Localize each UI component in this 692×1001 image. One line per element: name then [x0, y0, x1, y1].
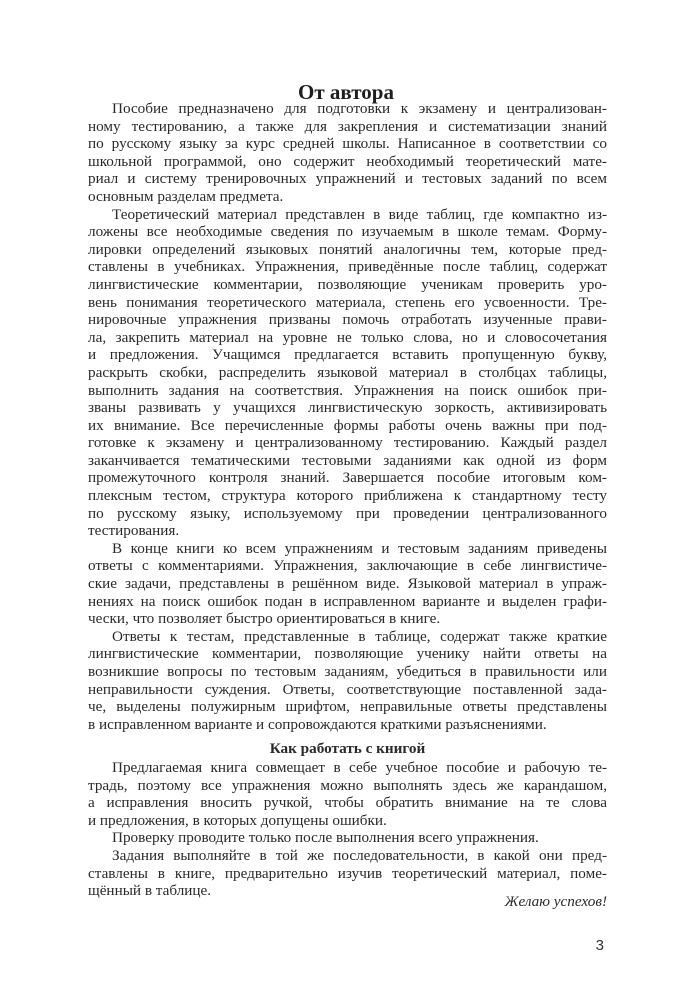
text-line: лингвистические комментарии, позволяющие ученику найти ответы на: [88, 645, 607, 663]
section-heading: Как работать с книгой: [269, 740, 426, 758]
text-line: ному тестированию, а также для закрепления и систематизации знаний: [88, 117, 607, 135]
text-line: выполнить задания на соответствия. Упражнения на поиск ошибок при-: [88, 381, 607, 399]
text-line: вень понимания теоретического материала, степень его усвоенности. Тре-: [88, 293, 607, 311]
text-line: ставлены в книге, предварительно изучив теоретический материал, поме-: [88, 864, 607, 882]
text-line: лировки определений языковых понятий аналогичны тем, которые пред-: [88, 240, 607, 258]
text-line: их внимание. Все перечисленные формы работы очень важны при под-: [88, 416, 607, 434]
paragraph: [88, 759, 607, 829]
text-line: по русскому языку, используемому при проведении централизованного: [88, 504, 607, 522]
text-line: школьной программой, оно содержит необходимый теоретический мате-: [88, 152, 607, 170]
text-line: Ответы к тестам, представленные в таблице, содержат также краткие: [112, 627, 607, 645]
text-line: ответы с комментариями. Упражнения, заключающие в себе лингвистиче-: [88, 557, 607, 575]
text-line: заканчивается тематическими тестовыми заданиями как одной из форм: [88, 451, 607, 469]
text-line: в исправленном варианте и сопровождаются краткими разъяснениями.: [88, 715, 547, 733]
text-line: неправильности суждения. Ответы, соответствующие поставленной зада-: [88, 680, 607, 698]
text-line: а исправления вносить ручкой, чтобы обратить внимание на те слова: [88, 794, 607, 812]
text-line: ские задачи, представлены в решённом виде. Языковой материал в упраж-: [88, 575, 607, 593]
text-line: лингвистические комментарии, позволяющие ученикам проверить уро-: [88, 275, 607, 293]
text-line: традь, поэтому все упражнения можно выполнять здесь же карандашом,: [88, 776, 607, 794]
text-line: Предлагаемая книга совмещает в себе учебное пособие и рабочую те-: [112, 758, 607, 776]
paragraph: [88, 206, 607, 540]
text-line: и предложения, в которых допущены ошибки.: [88, 811, 387, 829]
text-line: Теоретический материал представлен в виде таблиц, где компактно из-: [112, 205, 607, 223]
text-line: ложены все необходимые сведения по изучаемым в школе темам. Форму-: [88, 223, 607, 241]
text-line: В конце книги ко всем упражнениям и тестовым заданиям приведены: [112, 539, 607, 557]
text-line: по русскому языку за курс средней школы. Написанное в соответствии со: [88, 135, 607, 153]
paragraph: [88, 829, 607, 847]
text-line: и предложения. Учащимся предлагается вставить пропущенную букву,: [88, 346, 607, 364]
text-line: че, выделены полужирным шрифтом, неправильные ответы представлены: [88, 698, 607, 716]
section: [88, 100, 607, 733]
text-line: Задания выполняйте в той же последовательности, в какой они пред-: [112, 846, 607, 864]
text-line: щённый в таблице.: [88, 882, 212, 900]
text-line: раскрыть скобки, распределить языковой материал в столбцах таблицы,: [88, 363, 607, 381]
text-line: тестирования.: [88, 522, 180, 540]
text-line: нировочные упражнения призваны помочь отработать изученные прави-: [88, 311, 607, 329]
signoff: Желаю успехов!: [504, 893, 607, 910]
page-number: 3: [595, 937, 604, 954]
text-line: ставлены в учебниках. Упражнения, приведённые после таблиц, содержат: [88, 258, 607, 276]
text-line: Проверку проводите только после выполнения всего упражнения.: [112, 829, 539, 847]
text-line: Пособие предназначено для подготовки к экзамену и централизован-: [112, 100, 607, 117]
text-line: званы развивать у учащихся лингвистическую зоркость, активизировать: [88, 399, 607, 417]
page-title: От автора: [298, 80, 394, 104]
text-line: возникшие вопросы по тестовым заданиям, убедиться в правильности или: [88, 663, 607, 680]
text-line: ла, закрепить материал на уровне не только слова, но и словосочетания: [88, 328, 607, 346]
paragraph: [88, 100, 607, 206]
text-line: нениях на поиск ошибок подан в исправленном варианте и выделен графи-: [88, 592, 607, 610]
text-line: плексным тестом, структура которого приближена к стандартному тесту: [88, 487, 607, 505]
paragraph: [88, 847, 607, 900]
paragraph: [88, 628, 607, 734]
paragraph: [88, 540, 607, 628]
text-line: основным разделам предмета.: [88, 187, 284, 205]
document-body: [88, 100, 607, 900]
text-line: риал и систему тренировочных упражнений и тестовых заданий по всем: [88, 170, 607, 188]
section: [88, 740, 607, 899]
text-line: готовке к экзамену и централизованному тестированию. Каждый раздел: [88, 434, 607, 452]
text-line: чески, что позволяет быстро ориентироваться в книге.: [88, 610, 441, 628]
text-line: промежуточного контроля знаний. Завершается пособие итоговым ком-: [88, 469, 607, 487]
